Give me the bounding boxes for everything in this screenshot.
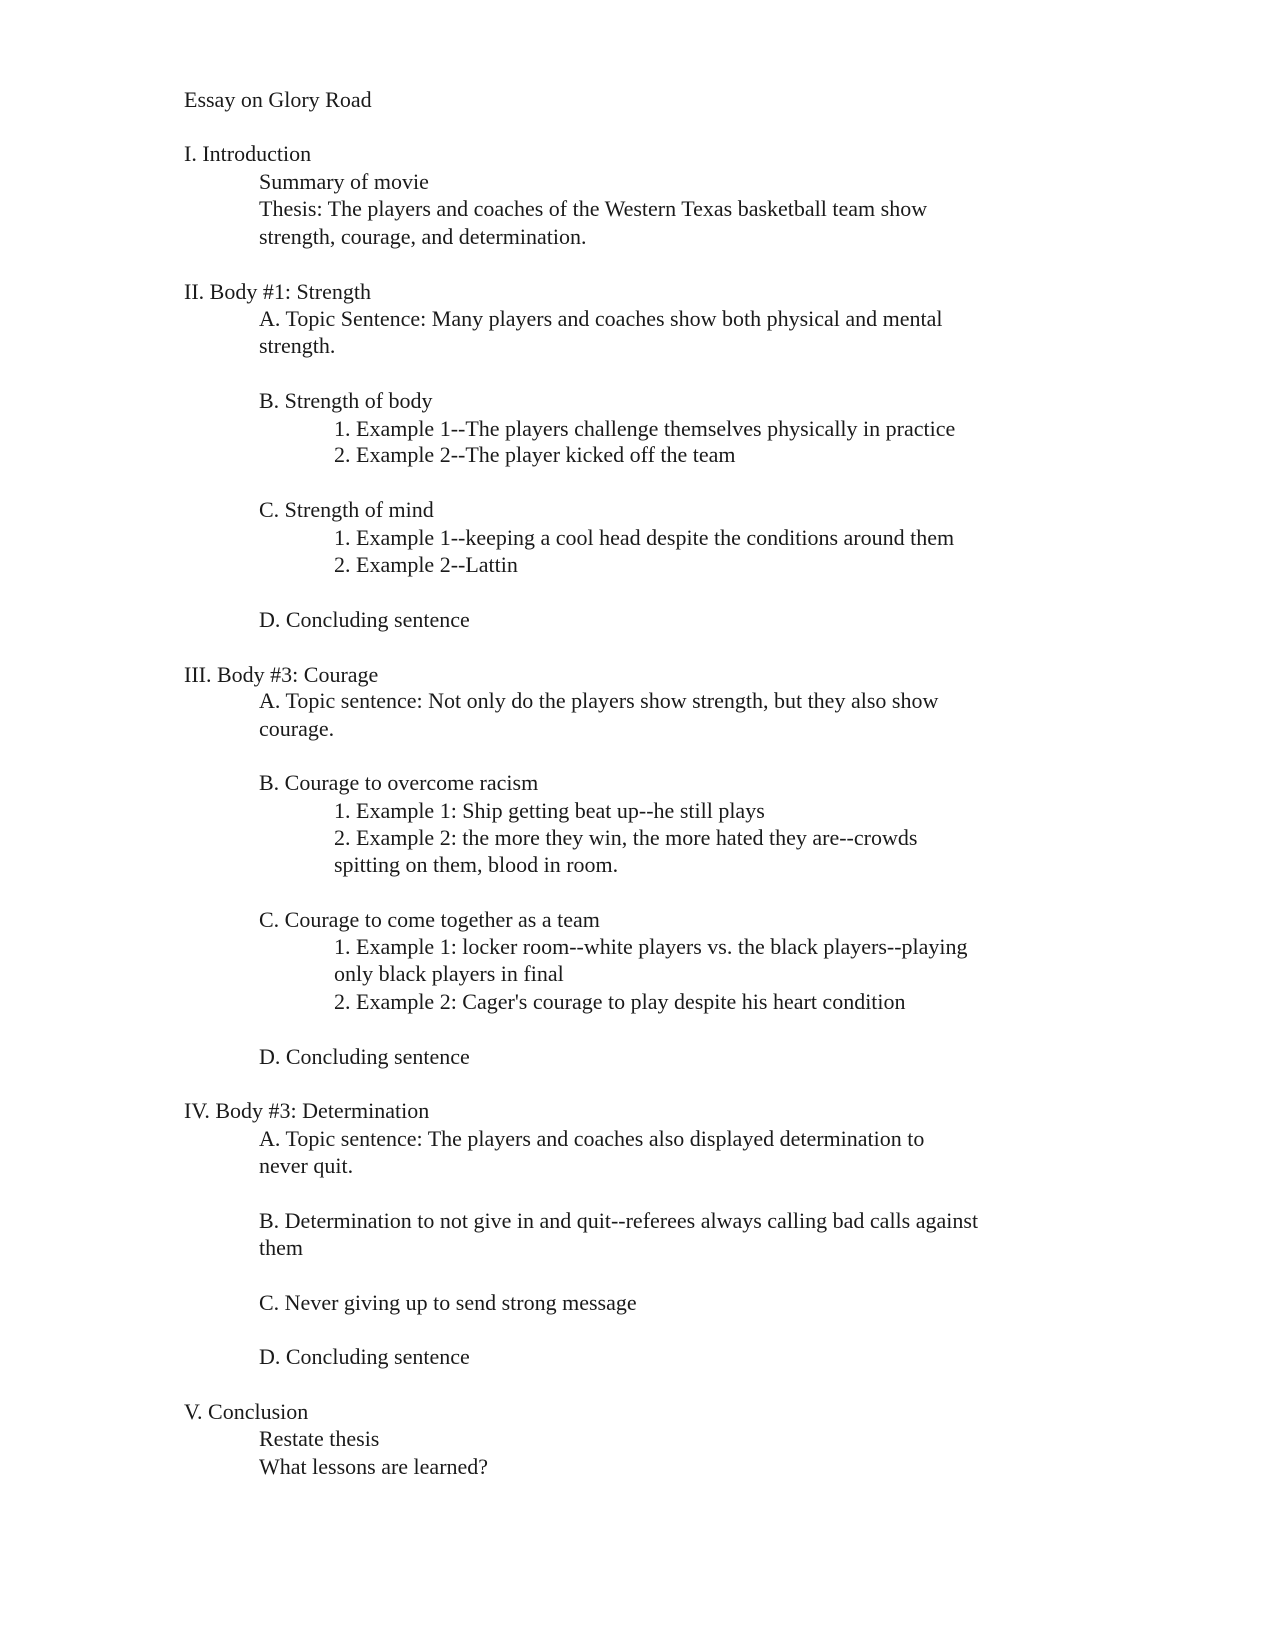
section-heading-conclusion: V. Conclusion <box>184 1399 309 1424</box>
example-line: 1. Example 1--keeping a cool head despite the conditions around them <box>334 525 955 550</box>
concluding-sentence: D. Concluding sentence <box>259 1044 470 1069</box>
conclusion-line: Restate thesis <box>259 1426 380 1451</box>
section-heading-strength: II. Body #1: Strength <box>184 279 371 304</box>
subpoint-heading: B. Strength of body <box>259 388 433 413</box>
subpoint-heading: them <box>259 1235 303 1260</box>
subpoint-heading: C. Never giving up to send strong message <box>259 1290 637 1315</box>
topic-sentence: never quit. <box>259 1153 354 1178</box>
concluding-sentence: D. Concluding sentence <box>259 607 470 632</box>
subpoint-heading: C. Strength of mind <box>259 497 434 522</box>
subpoint-heading: B. Determination to not give in and quit--referees always calling bad calls against <box>259 1208 979 1233</box>
subpoint-heading: C. Courage to come together as a team <box>259 907 600 932</box>
topic-sentence: A. Topic sentence: Not only do the players show strength, but they also show <box>259 688 939 713</box>
document-title: Essay on Glory Road <box>184 87 372 112</box>
example-line: spitting on them, blood in room. <box>334 852 619 877</box>
example-line: 2. Example 2: the more they win, the more hated they are--crowds <box>334 825 918 850</box>
example-line: 1. Example 1--The players challenge themselves physically in practice <box>334 416 956 441</box>
intro-line: Summary of movie <box>259 169 429 194</box>
example-line: 2. Example 2--The player kicked off the team <box>334 442 736 467</box>
intro-line: strength, courage, and determination. <box>259 224 587 249</box>
section-heading-courage: III. Body #3: Courage <box>184 662 379 687</box>
topic-sentence: A. Topic sentence: The players and coaches also displayed determination to <box>259 1126 925 1151</box>
example-line: only black players in final <box>334 961 564 986</box>
subpoint-heading: B. Courage to overcome racism <box>259 770 539 795</box>
intro-line: Thesis: The players and coaches of the Western Texas basketball team show <box>259 196 928 221</box>
section-heading-introduction: I. Introduction <box>184 141 312 166</box>
example-line: 2. Example 2--Lattin <box>334 552 518 577</box>
topic-sentence: strength. <box>259 333 336 358</box>
topic-sentence: A. Topic Sentence: Many players and coaches show both physical and mental <box>259 306 943 331</box>
example-line: 1. Example 1: locker room--white players vs. the black players--playing <box>334 934 968 959</box>
conclusion-line: What lessons are learned? <box>259 1454 489 1479</box>
topic-sentence: courage. <box>259 716 335 741</box>
example-line: 2. Example 2: Cager's courage to play despite his heart condition <box>334 989 906 1014</box>
section-heading-determination: IV. Body #3: Determination <box>184 1098 430 1123</box>
concluding-sentence: D. Concluding sentence <box>259 1344 470 1369</box>
example-line: 1. Example 1: Ship getting beat up--he still plays <box>334 798 765 823</box>
